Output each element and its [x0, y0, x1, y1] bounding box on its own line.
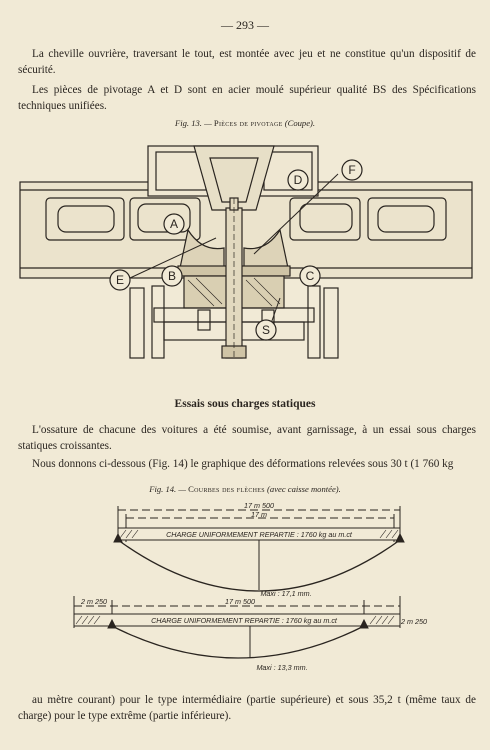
fig13-caption-title: Pièces de pivotage: [213, 118, 283, 128]
label-b: B: [167, 269, 177, 283]
lower-dim-left: 2 m 250: [81, 597, 107, 606]
fig14-caption-title: Courbes des flèches: [188, 484, 265, 494]
label-a: A: [169, 217, 179, 231]
upper-dim-inner: 17 m: [251, 510, 267, 519]
fig14-caption-label: Fig. 14. —: [149, 484, 186, 494]
upper-dim-outer: 17 m 500: [244, 501, 274, 510]
fig14-drawing: [60, 500, 430, 680]
lower-dim-right: 2 m 250: [401, 617, 427, 626]
paragraph-cheville: La cheville ouvrière, traversant le tout, est montée avec jeu et ne constitue qu'un dispositif de sécurité.: [18, 48, 476, 76]
paragraph-conclusion: au mètre courant) pour le type intermédiaire (partie supérieure) et sous 35,2 t (même taux de charge) pour le type extrême (partie inférieure).: [18, 694, 476, 722]
fig13-drawing: [18, 138, 474, 370]
fig13-caption-label: Fig. 13. —: [174, 118, 212, 128]
paragraph-ossature: L'ossature de chacune des voitures a été soumise, avant garnissage, à un essai sous charges statiques croissantes.: [18, 424, 476, 452]
paragraph-pivotage: Les pièces de pivotage A et D sont en acier moulé supérieur qualité BS des Spécifications techniques unifiées.: [18, 84, 476, 112]
fig13-caption: [0, 118, 490, 128]
upper-load-text: CHARGE UNIFORMEMENT REPARTIE : 1760 kg au m.ct: [166, 530, 352, 539]
lower-load-text: CHARGE UNIFORMEMENT REPARTIE : 1760 kg au m.ct: [151, 616, 337, 625]
label-s: S: [261, 323, 271, 337]
lower-dim-span: 17 m 500: [225, 597, 255, 606]
label-d: D: [293, 173, 303, 187]
page-number: — 293 —: [221, 18, 269, 32]
label-f: F: [348, 163, 356, 177]
section-title: Essais sous charges statiques: [174, 398, 316, 410]
upper-max: Maxi : 17,1 mm.: [260, 589, 312, 598]
lower-max: Maxi : 13,3 mm.: [256, 663, 308, 672]
paragraph-graphique: Nous donnons ci-dessous (Fig. 14) le graphique des déformations relevées sous 30 t (1 760 kg: [32, 458, 454, 470]
fig14-caption: [0, 484, 490, 494]
fig14-caption-suffix: (avec caisse montée).: [267, 484, 341, 494]
label-c: C: [305, 269, 315, 283]
label-e: E: [115, 273, 125, 287]
fig13-caption-suffix: (Coupe).: [284, 118, 316, 128]
